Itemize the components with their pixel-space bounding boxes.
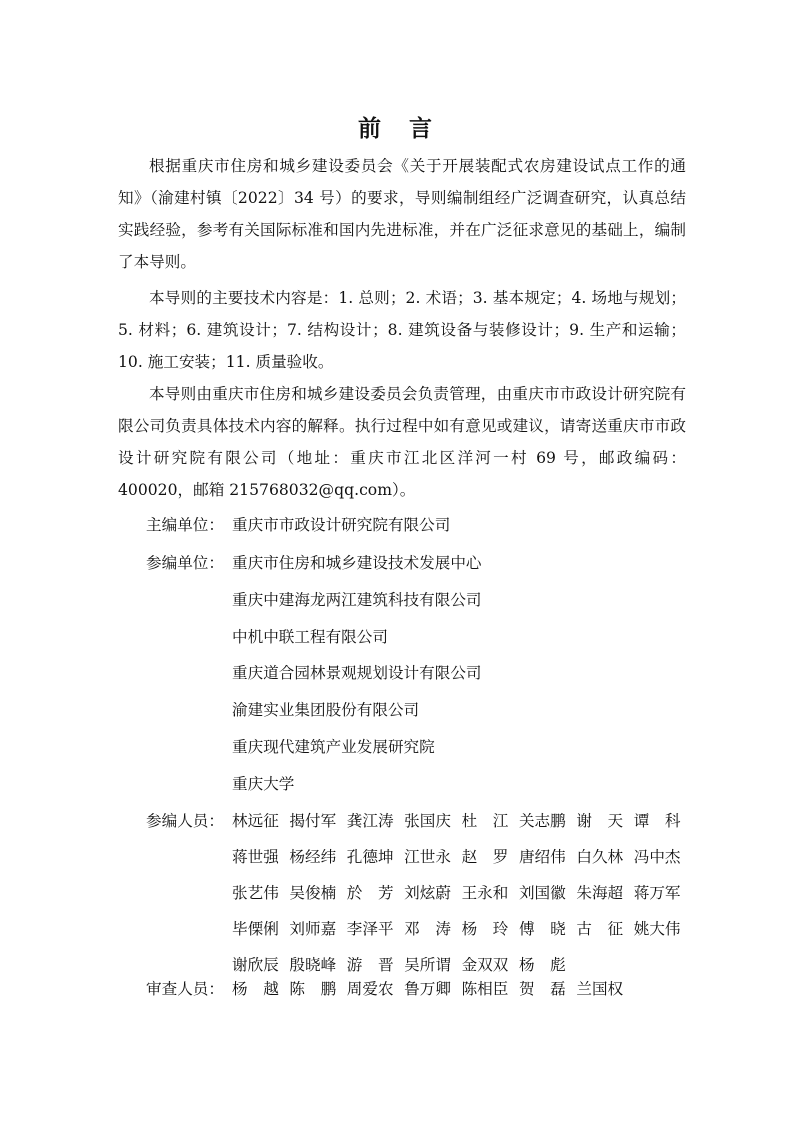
participating-unit: 渝建实业集团股份有限公司 bbox=[232, 701, 420, 719]
participant-name: 杨经纬 bbox=[289, 848, 337, 866]
paragraph-management: 本导则由重庆市住房和城乡建设委员会负责管理，由重庆市市政设计研究院有限公司负责具体技术内容的解释。执行过程中如有意见或建议，请寄送重庆市市政设计研究院有限公司（地址：重庆市江北区洋河一村 69 号，邮政编码：400020，邮箱 215768032@qq.com）。 bbox=[118, 385, 686, 499]
participant-name: 杨 玲 bbox=[461, 920, 509, 938]
participants-label: 参编人员： bbox=[146, 812, 224, 830]
participant-name: 李泽平 bbox=[346, 920, 394, 938]
participant-name: 林远征 bbox=[232, 812, 279, 830]
participating-unit: 中机中联工程有限公司 bbox=[232, 628, 388, 646]
reviewer-name: 周爱农 bbox=[346, 980, 394, 998]
participant-name: 孔德坤 bbox=[346, 848, 394, 866]
reviewer-name: 鲁万卿 bbox=[404, 980, 451, 998]
participant-name: 赵 罗 bbox=[461, 848, 509, 866]
participant-name: 王永和 bbox=[461, 884, 509, 902]
reviewer-name: 陈相臣 bbox=[461, 980, 509, 998]
participant-name: 朱海超 bbox=[576, 884, 624, 902]
participant-name: 刘师嘉 bbox=[289, 920, 337, 938]
participant-name: 谢欣辰 bbox=[232, 956, 279, 974]
participating-unit: 重庆中建海龙两江建筑科技有限公司 bbox=[232, 591, 482, 609]
participant-name: 金双双 bbox=[461, 956, 509, 974]
participant-name: 杜 江 bbox=[461, 812, 509, 830]
participant-name: 蒋万军 bbox=[633, 884, 681, 902]
participant-name: 龚江涛 bbox=[346, 812, 394, 830]
participant-name: 谢 天 bbox=[576, 812, 624, 830]
participant-name: 毕傈俐 bbox=[232, 920, 279, 938]
reviewers-label: 审查人员： bbox=[146, 980, 224, 998]
participant-name: 姚大伟 bbox=[633, 920, 681, 938]
participant-name: 游 晋 bbox=[346, 956, 394, 974]
participant-name: 於 芳 bbox=[346, 884, 394, 902]
reviewer-name: 杨 越 bbox=[232, 980, 279, 998]
participating-unit: 重庆道合园林景观规划设计有限公司 bbox=[232, 664, 482, 682]
participant-name: 殷晓峰 bbox=[289, 956, 337, 974]
participant-name: 张国庆 bbox=[404, 812, 451, 830]
participant-name: 冯中杰 bbox=[633, 848, 681, 866]
reviewer-name: 贺 磊 bbox=[518, 980, 566, 998]
reviewer-name: 陈 鹏 bbox=[289, 980, 337, 998]
page-title: 前 言 bbox=[357, 115, 442, 142]
chief-editor-unit: 重庆市市政设计研究院有限公司 bbox=[232, 516, 451, 534]
participants-list bbox=[232, 811, 692, 975]
participating-unit: 重庆现代建筑产业发展研究院 bbox=[232, 738, 435, 756]
participant-name: 蒋世强 bbox=[232, 848, 279, 866]
participant-name: 邓 涛 bbox=[404, 920, 451, 938]
paragraph-background: 根据重庆市住房和城乡建设委员会《关于开展装配式农房建设试点工作的通知》（渝建村镇〔2022〕34 号）的要求，导则编制组经广泛调查研究，认真总结实践经验，参考有关国际标准和国内先进标准，并在广泛征求意见的基础上，编制了本导则。 bbox=[118, 157, 686, 271]
chief-editor-label: 主编单位： bbox=[146, 516, 224, 534]
participant-name: 白久林 bbox=[576, 848, 624, 866]
participant-name: 张艺伟 bbox=[232, 884, 279, 902]
participant-name: 吴所谓 bbox=[404, 956, 451, 974]
participant-name: 吴俊楠 bbox=[289, 884, 337, 902]
participant-name: 刘国徽 bbox=[518, 884, 566, 902]
paragraph-contents: 本导则的主要技术内容是：1. 总则；2. 术语；3. 基本规定；4. 场地与规划；5. 材料；6. 建筑设计；7. 结构设计；8. 建筑设备与装修设计；9. 生产和运输；10. 施工安装；11. 质量验收。 bbox=[118, 289, 686, 371]
participant-name: 杨 彪 bbox=[518, 956, 566, 974]
reviewers-list bbox=[232, 979, 692, 999]
participant-name: 揭付军 bbox=[289, 812, 337, 830]
participating-unit: 重庆市住房和城乡建设技术发展中心 bbox=[232, 554, 482, 572]
participant-name: 古 征 bbox=[576, 920, 624, 938]
participant-name: 谭 科 bbox=[633, 812, 681, 830]
participating-units-label: 参编单位： bbox=[146, 554, 224, 572]
participating-unit: 重庆大学 bbox=[232, 775, 295, 793]
participant-name: 傅 晓 bbox=[518, 920, 566, 938]
reviewer-name: 兰国权 bbox=[576, 980, 624, 998]
participant-name: 刘炫蔚 bbox=[404, 884, 451, 902]
participant-name: 唐绍伟 bbox=[518, 848, 566, 866]
participant-name: 江世永 bbox=[404, 848, 451, 866]
participant-name: 关志鹏 bbox=[518, 812, 566, 830]
